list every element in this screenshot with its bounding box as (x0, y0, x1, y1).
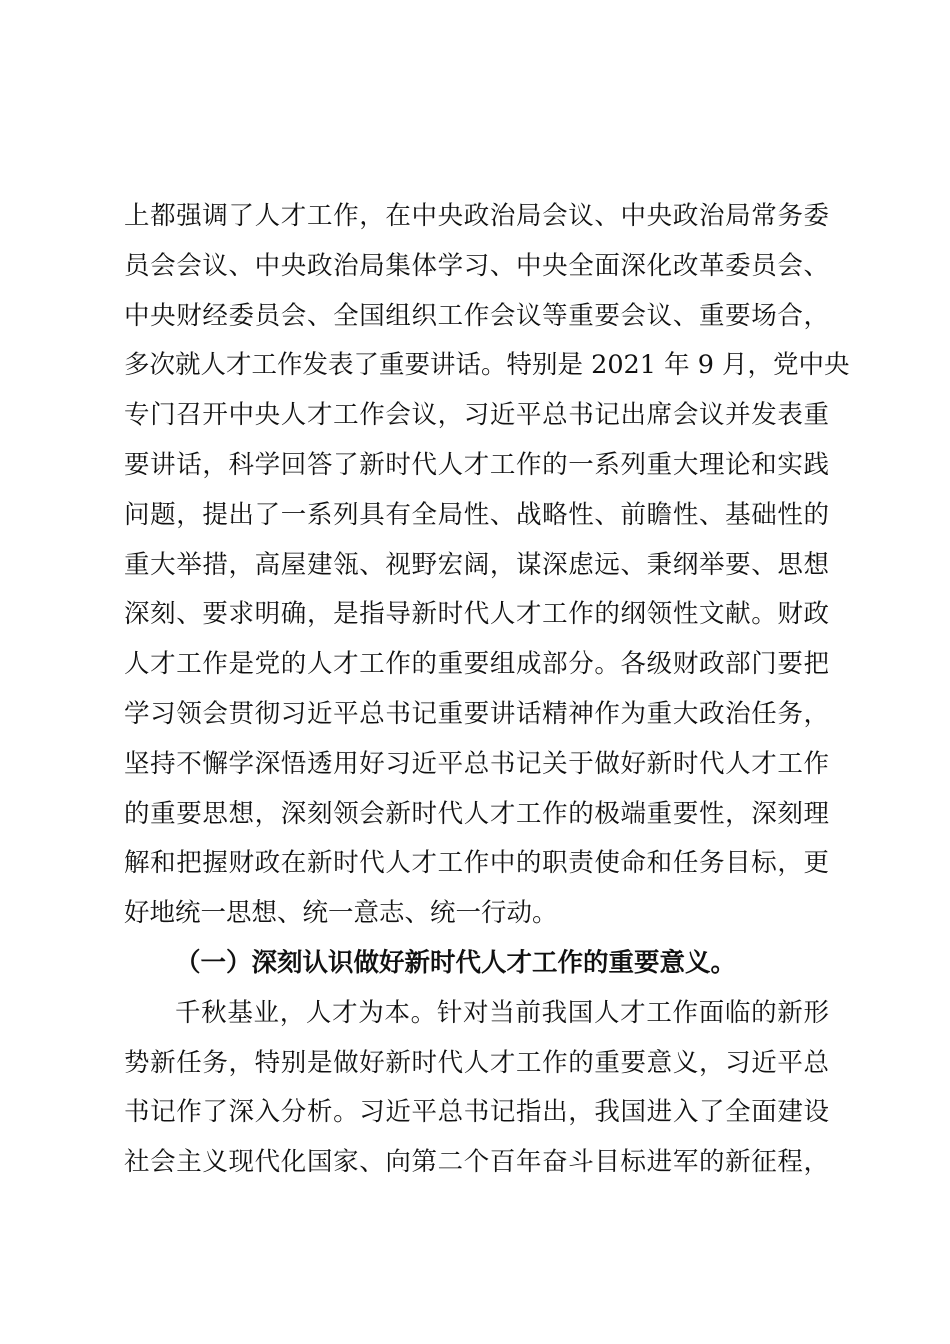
text-line: 问题，提出了一系列具有全局性、战略性、前瞻性、基础性的 (124, 499, 829, 530)
text-line: 员会会议、中央政治局集体学习、中央全面深化改革委员会、 (124, 250, 829, 281)
section-heading: （一）深刻认识做好新时代人才工作的重要意义。 (175, 947, 737, 978)
text-line: 坚持不懈学深悟透用好习近平总书记关于做好新时代人才工作 (124, 748, 829, 779)
text-line: 社会主义现代化国家、向第二个百年奋斗目标进军的新征程， (124, 1147, 829, 1178)
text-line: 深刻、要求明确，是指导新时代人才工作的纲领性文献。财政 (124, 599, 829, 630)
text-line: 势新任务，特别是做好新时代人才工作的重要意义，习近平总 (124, 1047, 829, 1078)
text-line: 多次就人才工作发表了重要讲话。特别是 2021 年 9 月，党中央 (124, 350, 850, 381)
text-line: 人才工作是党的人才工作的重要组成部分。各级财政部门要把 (124, 649, 829, 680)
text-line: 学习领会贯彻习近平总书记重要讲话精神作为重大政治任务， (124, 698, 829, 729)
body-text (124, 192, 850, 1188)
text-line: 千秋基业，人才为本。针对当前我国人才工作面临的新形 (175, 997, 829, 1028)
text-line: 的重要思想，深刻领会新时代人才工作的极端重要性，深刻理 (124, 798, 829, 829)
text-line: 重大举措，高屋建瓴、视野宏阔，谋深虑远、秉纲举要、思想 (124, 549, 829, 580)
text-line: 解和把握财政在新时代人才工作中的职责使命和任务目标，更 (124, 848, 829, 879)
text-line: 上都强调了人才工作，在中央政治局会议、中央政治局常务委 (124, 201, 829, 231)
text-line: 好地统一思想、统一意志、统一行动。 (124, 898, 558, 929)
text-line: 书记作了深入分析。习近平总书记指出，我国进入了全面建设 (124, 1097, 829, 1128)
text-line: 中央财经委员会、全国组织工作会议等重要会议、重要场合， (124, 300, 829, 331)
text-line: 专门召开中央人才工作会议，习近平总书记出席会议并发表重 (124, 400, 829, 431)
text-line: 要讲话，科学回答了新时代人才工作的一系列重大理论和实践 (124, 449, 829, 480)
